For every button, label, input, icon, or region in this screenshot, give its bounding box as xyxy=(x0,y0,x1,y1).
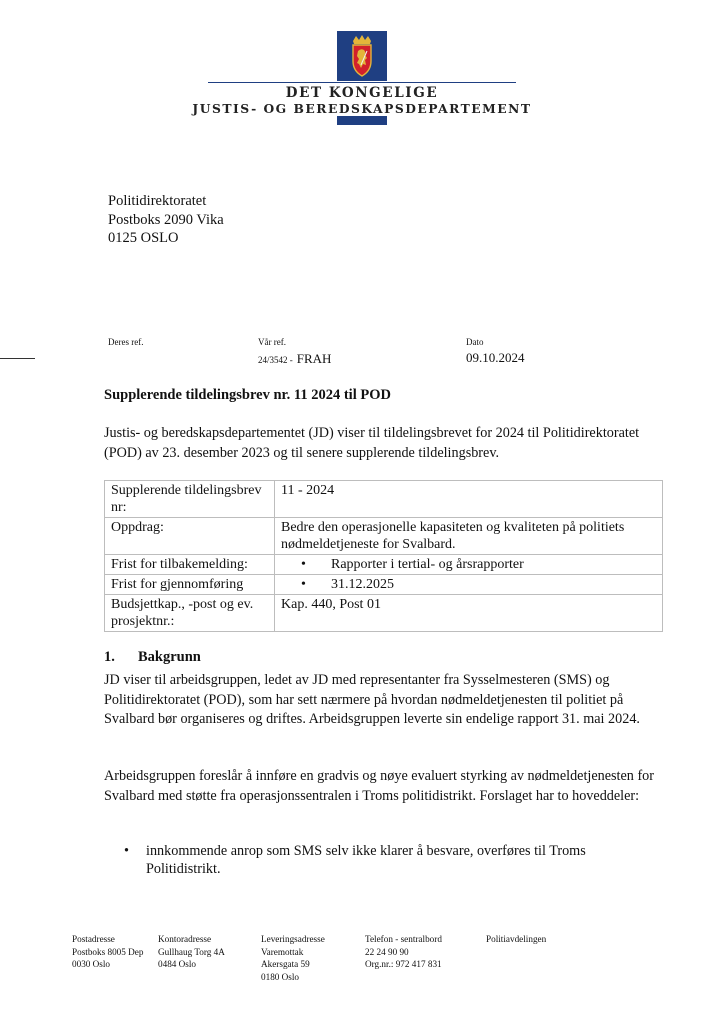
dato-label: Dato xyxy=(466,337,484,347)
footer-text: Varemottak xyxy=(261,946,304,957)
ministry-name-line1: DET KONGELIGE xyxy=(285,85,439,101)
recipient-postbox: Postboks 2090 Vika xyxy=(108,211,224,228)
table-cell-value: Kap. 440, Post 01 xyxy=(275,595,663,632)
intro-paragraph: Justis- og beredskapsdepartementet (JD) viser til tildelingsbrevet for 2024 til Politidirektoratet (POD) av 23. desember 2023 og til senere supplerende tildelingsbrev. xyxy=(104,425,640,461)
var-ref-number: 24/3542 - xyxy=(258,355,293,365)
table-cell-value: 11 - 2024 xyxy=(275,481,663,518)
table-cell-value xyxy=(275,575,663,595)
recipient-address xyxy=(108,192,224,248)
footer-avdeling xyxy=(486,933,546,946)
bullet-icon: • xyxy=(301,577,306,592)
table-row xyxy=(105,595,663,632)
lion-crest-icon xyxy=(337,31,387,81)
table-cell-label: Oppdrag: xyxy=(105,518,275,555)
footer-postadresse xyxy=(72,933,143,971)
footer-telefon xyxy=(365,933,442,971)
table-cell-label: Budsjettkap., -post og ev. prosjektnr.: xyxy=(105,595,275,632)
var-ref-initials: FRAH xyxy=(296,351,332,366)
fold-mark xyxy=(0,358,35,359)
recipient-city: 0125 OSLO xyxy=(108,230,179,246)
var-ref-label: Vår ref. xyxy=(258,337,286,347)
assignment-info-table xyxy=(104,480,663,632)
footer-label: Politiavdelingen xyxy=(486,934,547,944)
footer-kontoradresse xyxy=(158,933,225,971)
table-cell-value: Bedre den operasjonelle kapasiteten og kvaliteten på politiets nødmeldetjeneste for Svalbard. xyxy=(275,518,663,555)
footer-label: Postadresse xyxy=(72,934,115,944)
footer-text: 22 24 90 90 xyxy=(365,946,409,957)
footer-label: Telefon - sentralbord xyxy=(365,934,442,944)
table-cell-value xyxy=(275,555,663,575)
section-heading xyxy=(104,649,201,666)
section-title: Bakgrunn xyxy=(138,649,201,665)
footer-text: Akersgata 59 xyxy=(261,959,310,969)
table-bullet-text: Rapporter i tertial- og årsrapporter xyxy=(331,557,524,572)
footer-label: Leveringsadresse xyxy=(261,934,325,944)
bullet-icon: • xyxy=(301,557,306,572)
deres-ref-label: Deres ref. xyxy=(108,337,144,347)
footer-text: 0030 Oslo xyxy=(72,959,111,969)
header-bottom-bar xyxy=(337,116,387,125)
footer-text: 0484 Oslo xyxy=(158,959,197,969)
footer-text: 0180 Oslo xyxy=(261,971,300,982)
background-paragraph-1: JD viser til arbeidsgruppen, ledet av JD med representanter fra Sysselmesteren (SMS) og Politidirektoratet (POD), som har sett nærmere på hvordan nødmeldetjenesten til politiet på Svalbard bør organiseres og driftes. Arbeidsgruppen leverte sin endelige rapport 31. mai 2024. xyxy=(104,672,640,727)
table-cell-label: Frist for tilbakemelding: xyxy=(105,555,275,575)
table-cell-label: Supplerende tildelingsbrev nr: xyxy=(105,481,275,518)
table-row xyxy=(105,555,663,575)
table-row xyxy=(105,481,663,518)
ministry-name-line2: JUSTIS- OG BEREDSKAPSDEPARTEMENT xyxy=(192,101,532,116)
background-paragraph-2: Arbeidsgruppen foreslår å innføre en gradvis og nøye evaluert styrking av nødmeldetjenesten for Svalbard med støtte fra operasjonssentralen i Troms politidistrikt. Forslaget har to hoveddeler: xyxy=(104,768,654,804)
letter-title: Supplerende tildelingsbrev nr. 11 2024 til POD xyxy=(104,387,391,403)
section-number: 1. xyxy=(104,649,115,665)
list-item-text: innkommende anrop som SMS selv ikke klarer å besvare, overføres til Troms Politidistrikt. xyxy=(146,843,586,877)
table-row xyxy=(105,575,663,595)
table-row xyxy=(105,518,663,555)
footer-leveringsadresse xyxy=(261,933,325,983)
footer-label: Kontoradresse xyxy=(158,934,212,944)
recipient-name: Politidirektoratet xyxy=(108,193,207,209)
dato-value: 09.10.2024 xyxy=(466,350,525,365)
var-ref-value xyxy=(258,350,331,368)
coat-of-arms-logo xyxy=(337,31,387,81)
footer-text: Org.nr.: 972 417 831 xyxy=(365,959,442,969)
footer-text: Gullhaug Torg 4A xyxy=(158,946,225,957)
header-rule xyxy=(208,82,516,83)
bullet-icon: • xyxy=(124,843,129,859)
footer-text: Postboks 8005 Dep xyxy=(72,946,144,957)
table-cell-label: Frist for gjennomføring xyxy=(105,575,275,595)
table-bullet-text: 31.12.2025 xyxy=(331,577,394,592)
